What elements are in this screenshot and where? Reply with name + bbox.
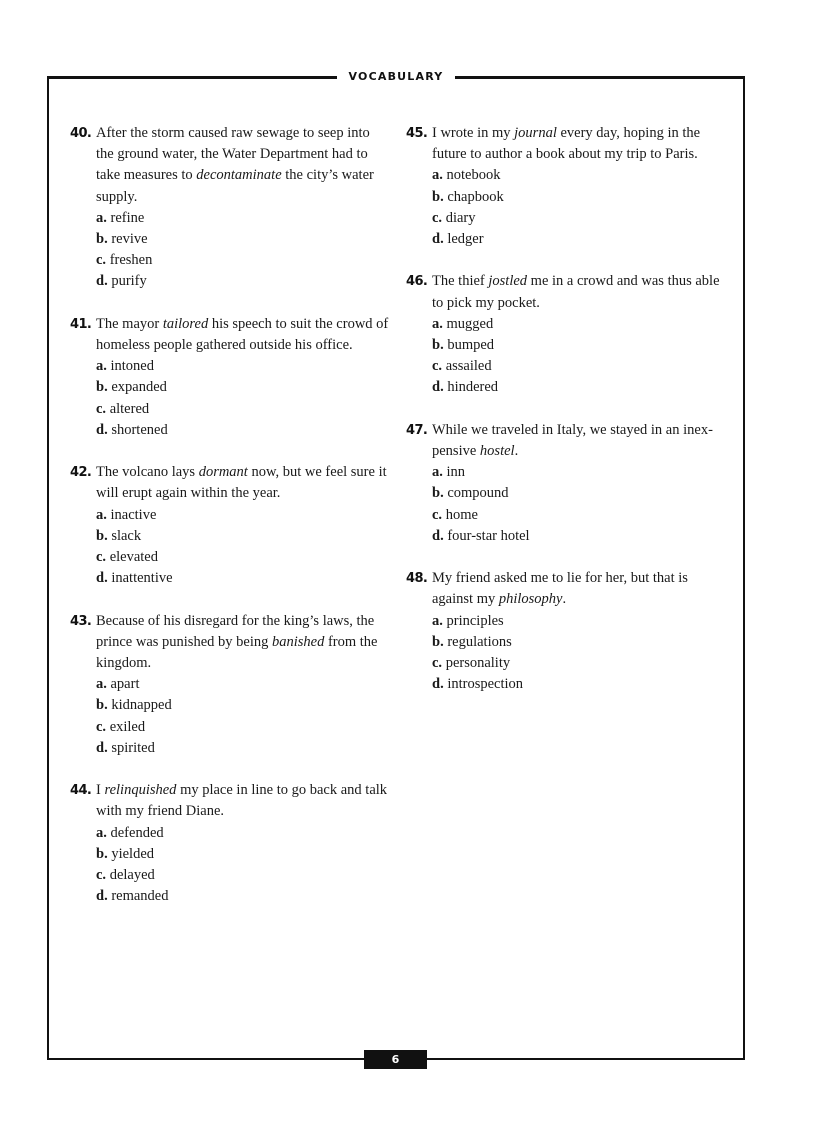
question-stem: Because of his disregard for the king’s laws, the prince was punished by being banished from the kingdom. <box>96 612 378 672</box>
option-c[interactable]: c. delayed <box>96 867 155 884</box>
option-c[interactable]: c. exiled <box>96 718 146 735</box>
option-d[interactable]: d. four-star hotel <box>432 527 530 544</box>
question-number: 44. <box>70 783 92 799</box>
keyword: jostled <box>488 273 528 290</box>
option-c[interactable]: c. elevated <box>96 549 158 566</box>
option-a[interactable]: a. inactive <box>96 506 157 523</box>
header-rule-right <box>455 76 745 79</box>
keyword: banished <box>271 633 325 650</box>
option-a[interactable]: a. notebook <box>432 167 501 184</box>
question-45 <box>406 123 726 250</box>
right-column <box>406 123 726 717</box>
question-stem: After the storm caused raw sewage to seep into the ground water, the Water Department had to take measures to decontaminate the city’s water supply. <box>96 125 374 205</box>
option-d[interactable]: d. ledger <box>432 231 484 248</box>
question-48 <box>406 568 726 695</box>
option-a[interactable]: a. inn <box>432 464 466 481</box>
question-number: 41. <box>70 316 92 332</box>
keyword: relinquished <box>104 782 177 799</box>
question-stem: I relinquished my place in line to go back and talk with my friend Diane. <box>96 782 388 820</box>
option-a[interactable]: a. mugged <box>432 315 494 332</box>
question-41 <box>70 314 390 441</box>
option-d[interactable]: d. shortened <box>96 421 168 438</box>
question-stem: The volcano lays dormant now, but we feel sure it will erupt again within the year. <box>96 464 387 502</box>
option-a[interactable]: a. defended <box>96 824 164 841</box>
option-b[interactable]: b. slack <box>96 527 142 544</box>
keyword: hostel <box>479 443 515 460</box>
option-b[interactable]: b. kidnapped <box>96 697 172 714</box>
keyword: dormant <box>198 464 248 481</box>
question-42 <box>70 462 390 589</box>
question-46 <box>406 271 726 398</box>
question-stem: The mayor tailored his speech to suit the crowd of homeless people gathered outside his office. <box>96 315 389 354</box>
option-a[interactable]: a. apart <box>96 676 140 693</box>
option-b[interactable]: b. revive <box>96 231 148 248</box>
question-stem: The thief jostled me in a crowd and was thus able to pick my pocket. <box>432 273 720 311</box>
header-rule-left <box>47 76 337 79</box>
option-a[interactable]: a. intoned <box>96 358 154 375</box>
option-b[interactable]: b. expanded <box>96 379 167 396</box>
question-number: 43. <box>70 613 92 629</box>
option-d[interactable]: d. inattentive <box>96 570 173 587</box>
question-number: 47. <box>406 422 428 438</box>
page-number: 6 <box>364 1050 427 1069</box>
keyword: philosophy <box>498 591 563 608</box>
option-b[interactable]: b. compound <box>432 485 509 502</box>
option-c[interactable]: c. diary <box>432 209 476 226</box>
option-c[interactable]: c. personality <box>432 655 511 672</box>
option-b[interactable]: b. bumped <box>432 337 495 354</box>
option-b[interactable]: b. regulations <box>432 633 512 650</box>
question-stem: My friend asked me to lie for her, but that is against my philosophy. <box>432 570 688 608</box>
question-number: 45. <box>406 126 428 141</box>
question-47 <box>406 420 726 547</box>
option-c[interactable]: c. assailed <box>432 358 492 375</box>
question-stem: While we traveled in Italy, we stayed in an inex-pensive hostel. <box>432 421 713 460</box>
option-d[interactable]: d. remanded <box>96 888 169 905</box>
option-d[interactable]: d. spirited <box>96 739 155 756</box>
section-title: VOCABULARY <box>348 70 444 83</box>
option-a[interactable]: a. principles <box>432 612 504 629</box>
question-44 <box>70 780 390 907</box>
option-d[interactable]: d. purify <box>96 273 147 290</box>
keyword: journal <box>514 125 557 141</box>
keyword: decontaminate <box>196 167 282 184</box>
question-number: 46. <box>406 274 428 290</box>
question-43 <box>70 611 390 759</box>
question-number: 40. <box>70 126 92 141</box>
question-stem: I wrote in my journal every day, hoping in the future to author a book about my trip to Paris. <box>432 125 701 163</box>
option-a[interactable]: a. refine <box>96 209 145 226</box>
keyword: tailored <box>162 315 209 332</box>
option-d[interactable]: d. hindered <box>432 379 499 396</box>
left-column <box>70 123 390 929</box>
question-number: 48. <box>406 571 428 587</box>
option-b[interactable]: b. yielded <box>96 845 155 862</box>
option-c[interactable]: c. altered <box>96 400 150 417</box>
option-b[interactable]: b. chapbook <box>432 188 504 205</box>
question-40 <box>70 123 390 293</box>
option-c[interactable]: c. freshen <box>96 252 153 269</box>
question-number: 42. <box>70 465 92 481</box>
option-c[interactable]: c. home <box>432 506 478 523</box>
option-d[interactable]: d. introspection <box>432 676 524 693</box>
